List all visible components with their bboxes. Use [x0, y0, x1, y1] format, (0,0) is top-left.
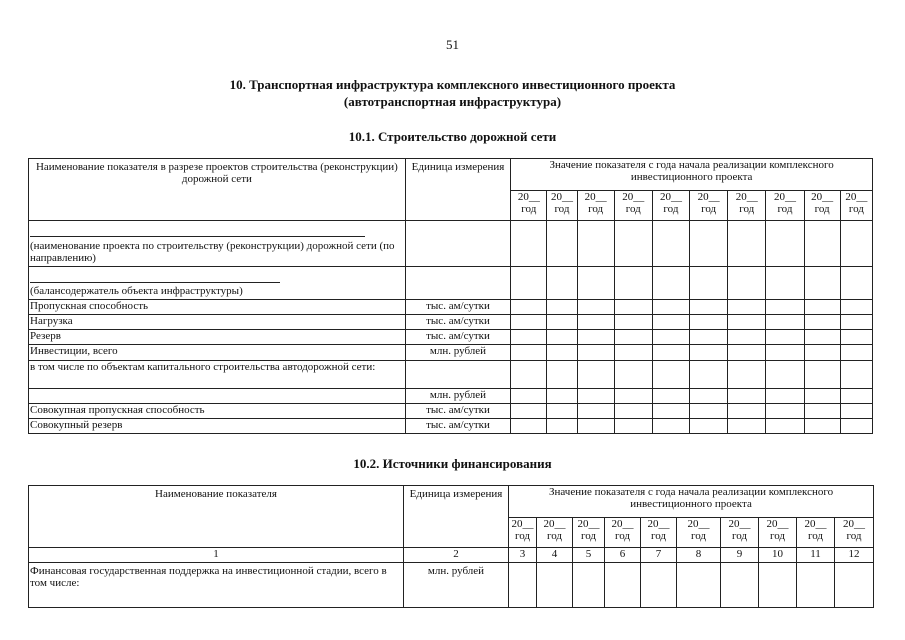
row-label: Финансовая государственная поддержка на инвестиционной стадии, всего в том числе: — [29, 563, 404, 608]
table-row — [29, 267, 873, 300]
year-cell: 20__ год — [766, 191, 804, 221]
section-title — [0, 76, 905, 110]
year-cell: 20__ год — [840, 191, 872, 221]
col-number: 11 — [797, 548, 835, 563]
table-row — [29, 419, 873, 434]
row-unit: тыс. ам/сутки — [405, 300, 510, 315]
section-title-line1: 10. Транспортная инфраструктура комплексного инвестиционного проекта — [229, 77, 676, 92]
table-row — [29, 389, 873, 404]
year-cell: 20__ год — [509, 518, 537, 548]
row-label: Нагрузка — [29, 315, 406, 330]
financing-table — [28, 485, 874, 608]
col-number: 6 — [605, 548, 641, 563]
col-number: 12 — [835, 548, 874, 563]
col-number: 9 — [721, 548, 759, 563]
year-cell: 20__ год — [721, 518, 759, 548]
year-cell: 20__ год — [677, 518, 721, 548]
subsection-1-title: 10.1. Строительство дорожной сети — [348, 129, 557, 144]
col-number: 5 — [573, 548, 605, 563]
table-row — [29, 404, 873, 419]
row-label: (балансодержатель объекта инфраструктуры) — [29, 267, 406, 300]
row-label: (наименование проекта по строительству (реконструкции) дорожной сети (по направлению) — [29, 221, 406, 267]
table-row — [29, 330, 873, 345]
year-cell: 20__ год — [797, 518, 835, 548]
col-number: 2 — [404, 548, 509, 563]
year-cell: 20__ год — [641, 518, 677, 548]
table-row — [29, 221, 873, 267]
row-label: Совокупный резерв — [29, 419, 406, 434]
header-row — [29, 159, 873, 191]
table-row — [29, 361, 873, 389]
col-number: 10 — [759, 548, 797, 563]
page-number: 51 — [446, 37, 459, 52]
row-label: Инвестиции, всего — [29, 345, 406, 361]
header-unit: Единица измерения — [405, 159, 510, 221]
row-unit — [405, 221, 510, 267]
year-cell: 20__ год — [804, 191, 840, 221]
section-title-line2: (автотранспортная инфраструктура) — [343, 94, 562, 109]
table-row — [29, 300, 873, 315]
col-number: 4 — [537, 548, 573, 563]
year-cell: 20__ год — [652, 191, 689, 221]
year-cell: 20__ год — [547, 191, 577, 221]
year-cell: 20__ год — [614, 191, 652, 221]
header-name: Наименование показателя — [29, 486, 404, 548]
row-label: Совокупная пропускная способность — [29, 404, 406, 419]
year-cell: 20__ год — [577, 191, 614, 221]
header-name: Наименование показателя в разрезе проектов строительства (реконструкции) дорожной сети — [29, 159, 406, 221]
year-cell: 20__ год — [605, 518, 641, 548]
subsection-2-title: 10.2. Источники финансирования — [353, 456, 552, 471]
road-network-table — [28, 158, 873, 434]
row-unit: тыс. ам/сутки — [405, 419, 510, 434]
row-unit: тыс. ам/сутки — [405, 315, 510, 330]
year-cell: 20__ год — [511, 191, 547, 221]
row-unit — [405, 361, 510, 389]
header-unit: Единица измерения — [404, 486, 509, 548]
row-label: Пропускная способность — [29, 300, 406, 315]
row-unit: тыс. ам/сутки — [405, 330, 510, 345]
year-cell: 20__ год — [728, 191, 766, 221]
col-number: 8 — [677, 548, 721, 563]
col-number: 3 — [509, 548, 537, 563]
column-number-row — [29, 548, 874, 563]
row-label — [29, 389, 406, 404]
table-row — [29, 563, 874, 608]
year-cell: 20__ год — [537, 518, 573, 548]
row-label: Резерв — [29, 330, 406, 345]
year-cell: 20__ год — [835, 518, 874, 548]
year-cell: 20__ год — [690, 191, 728, 221]
header-value: Значение показателя с года начала реализации комплексного инвестиционного проекта — [509, 486, 874, 518]
row-unit — [405, 267, 510, 300]
header-row — [29, 486, 874, 518]
row-unit: млн. рублей — [405, 389, 510, 404]
row-unit: млн. рублей — [405, 345, 510, 361]
row-unit: млн. рублей — [404, 563, 509, 608]
year-cell: 20__ год — [573, 518, 605, 548]
table-row — [29, 315, 873, 330]
col-number: 1 — [29, 548, 404, 563]
header-value: Значение показателя с года начала реализации комплексного инвестиционного проекта — [511, 159, 873, 191]
year-cell: 20__ год — [759, 518, 797, 548]
col-number: 7 — [641, 548, 677, 563]
row-unit: тыс. ам/сутки — [405, 404, 510, 419]
row-label: в том числе по объектам капитального строительства автодорожной сети: — [29, 361, 406, 389]
table-row — [29, 345, 873, 361]
